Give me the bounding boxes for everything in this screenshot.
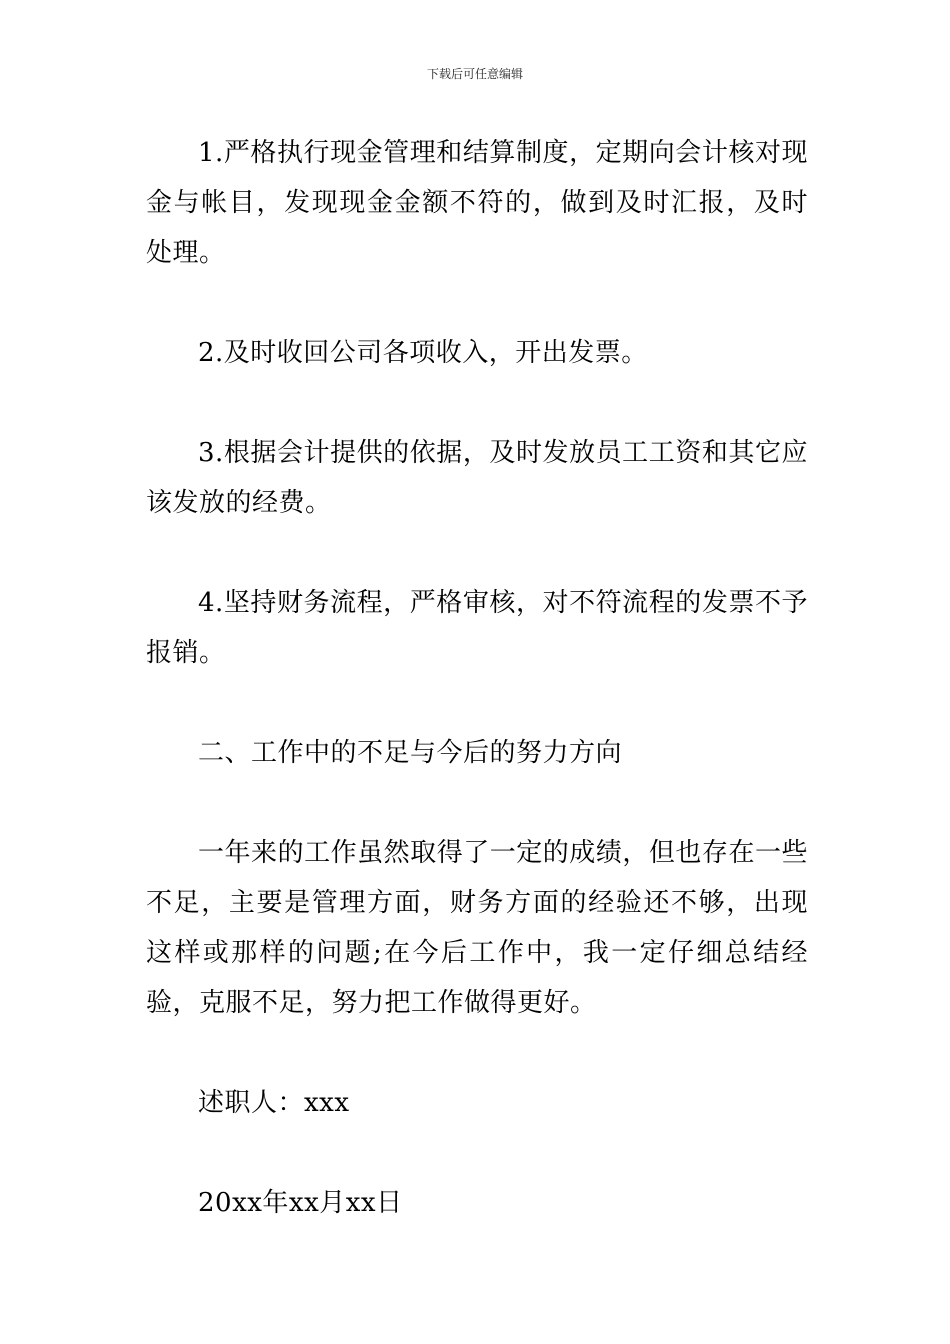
page-header: 下载后可任意编辑: [426, 67, 523, 81]
date-line: 20xx年xx月xx日: [198, 1188, 403, 1218]
paragraph-spacer: [146, 1028, 808, 1078]
paragraph-spacer: [146, 678, 808, 728]
paragraph-spacer: [146, 778, 808, 828]
paragraph-spacer: [146, 278, 808, 328]
document-body: [146, 128, 808, 1228]
paragraph-financial-process: 4.坚持财务流程，严格审核，对不符流程的发票不予报销。: [146, 588, 808, 668]
paragraph-salary-payment: 3.根据会计提供的依据，及时发放员工工资和其它应该发放的经费。: [146, 438, 808, 518]
paragraph-revenue-collection: 2.及时收回公司各项收入，开出发票。: [198, 338, 648, 368]
paragraph-shortcomings: 一年来的工作虽然取得了一定的成绩，但也存在一些不足，主要是管理方面，财务方面的经验还不够，出现这样或那样的问题;在今后工作中，我一定仔细总结经验，克服不足，努力把工作做得更好。: [146, 838, 808, 1018]
paragraph-spacer: [146, 378, 808, 428]
paragraph-spacer: [146, 528, 808, 578]
paragraph-spacer: [146, 1128, 808, 1178]
signature-line: 述职人：xxx: [198, 1088, 350, 1118]
section-heading: 二、工作中的不足与今后的努力方向: [198, 738, 623, 768]
paragraph-cash-management: 1.严格执行现金管理和结算制度，定期向会计核对现金与帐目，发现现金金额不符的，做到及时汇报，及时处理。: [146, 138, 808, 268]
